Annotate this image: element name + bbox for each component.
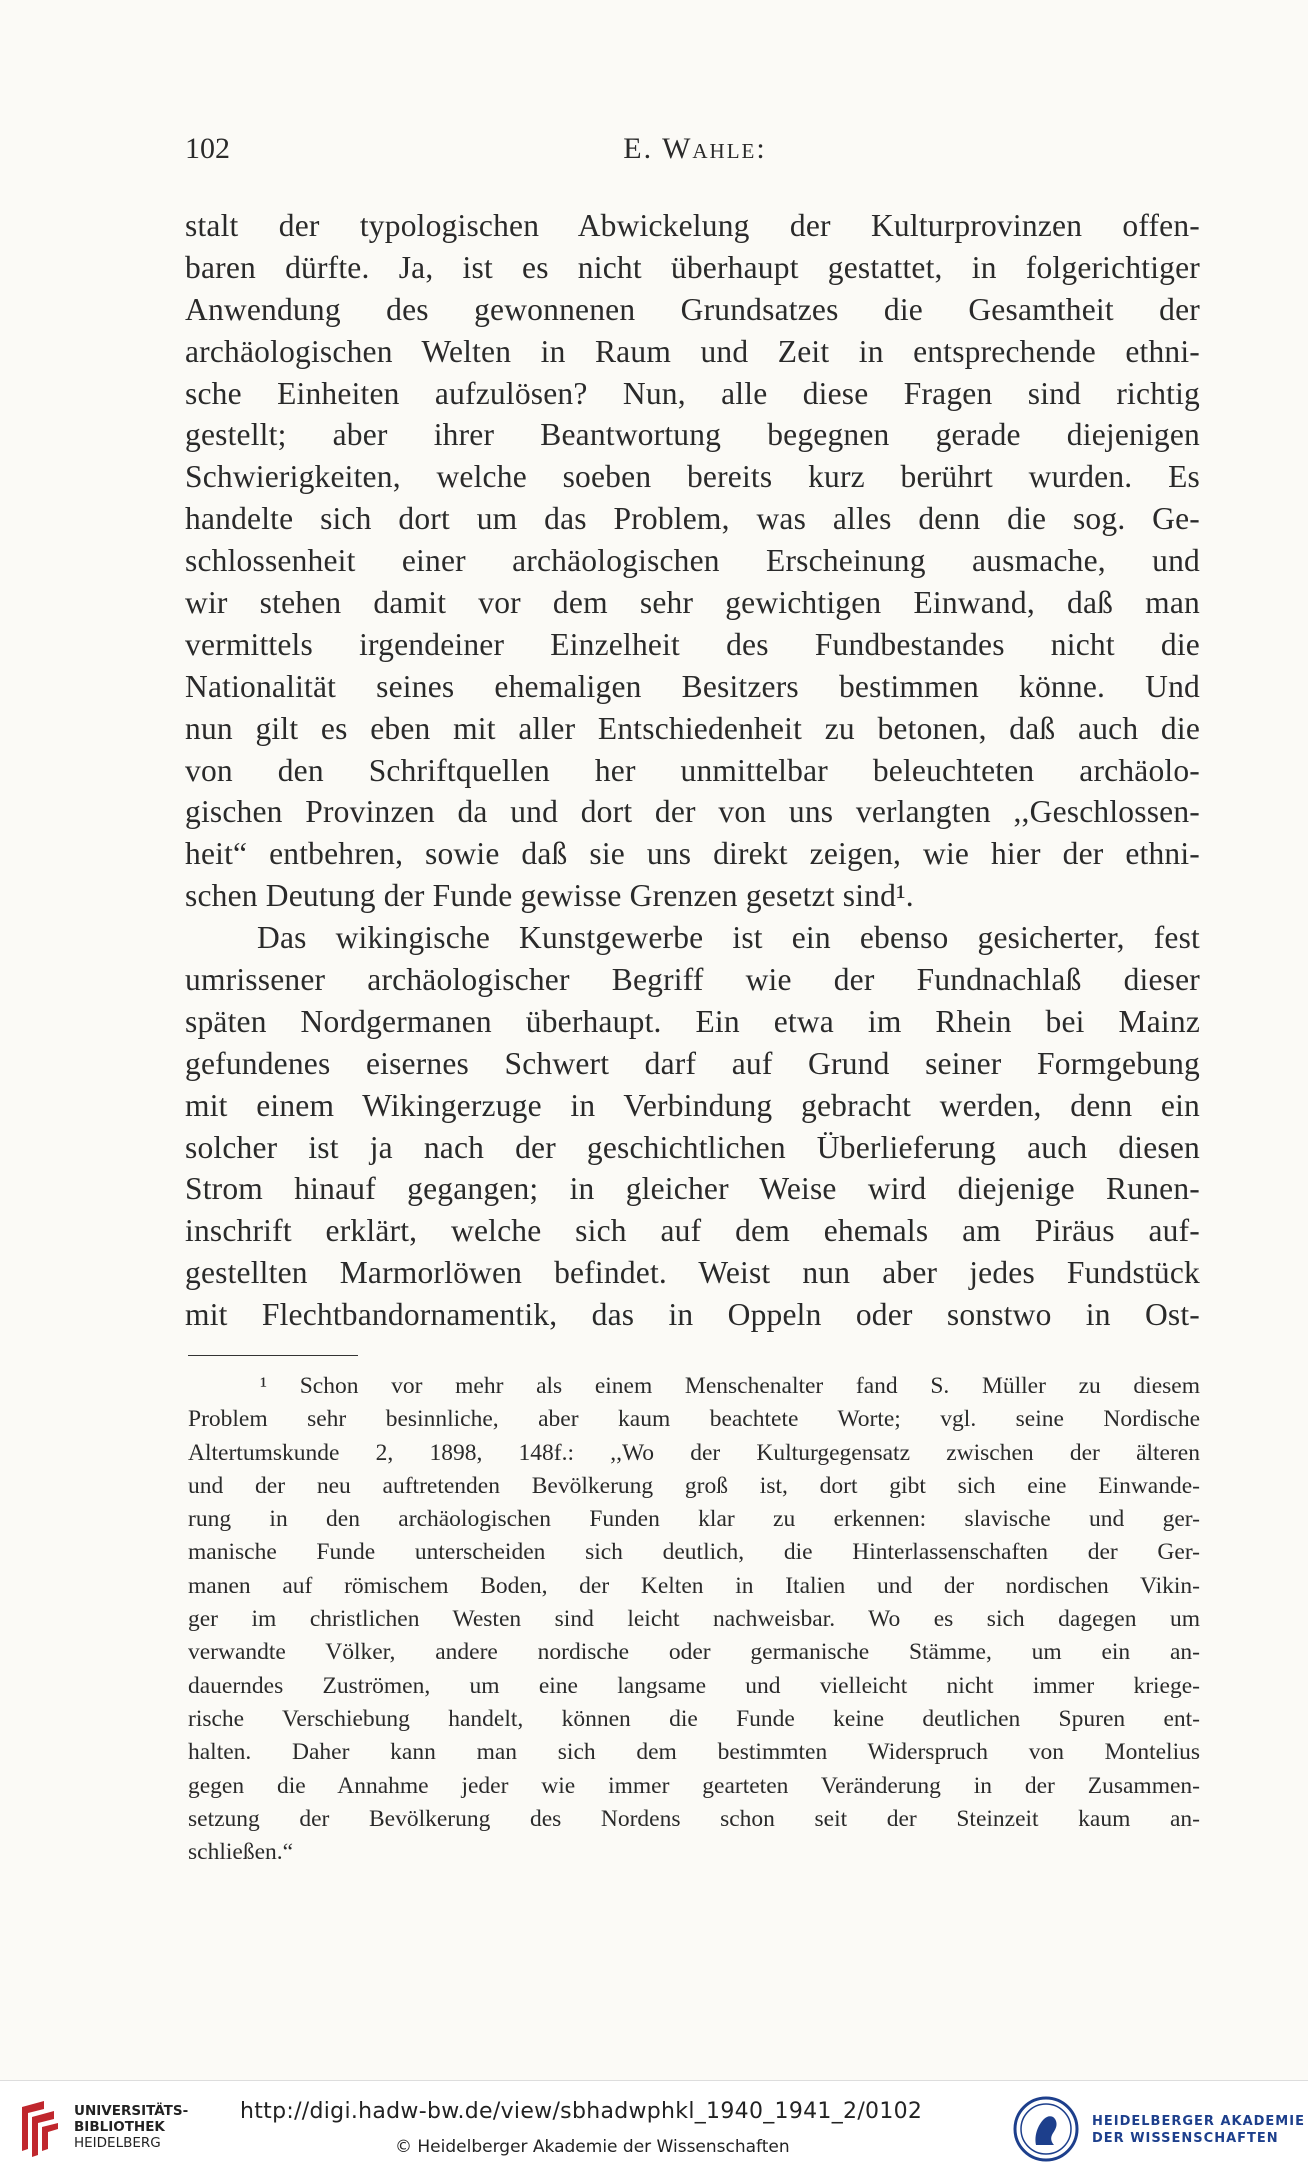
text-line: handelte sich dort um das Problem, was alles denn die sog. Ge- (185, 501, 1200, 537)
footnote-line: ¹ Schon vor mehr als einem Menschenalter fand S. Müller zu diesem (260, 1373, 1200, 1399)
copyright-notice: © Heidelberger Akademie der Wissenschaften (395, 2137, 790, 2157)
text-line: sche Einheiten aufzulösen? Nun, alle diese Fragen sind richtig (185, 375, 1200, 411)
text-line: gestellt; aber ihrer Beantwortung begegnen gerade diejenigen (185, 417, 1200, 453)
text-line: archäologischen Welten in Raum und Zeit in entsprechende ethni- (185, 333, 1200, 369)
footnote-line: setzung der Bevölkerung des Nordens schon seit der Steinzeit kaum an- (188, 1805, 1200, 1832)
footnote-line: manen auf römischem Boden, der Kelten in Italien und der nordischen Vikin- (188, 1572, 1200, 1599)
text-line: inschrift erklärt, welche sich auf dem ehemals am Piräus auf- (185, 1213, 1200, 1249)
text-line: Nationalität seines ehemaligen Besitzers bestimmen könne. Und (185, 668, 1200, 704)
text-line: umrissener archäologischer Begriff wie der Fundnachlaß dieser (185, 962, 1200, 998)
text-line: gischen Provinzen da und dort der von uns verlangten ,,Geschlossen- (185, 794, 1200, 830)
text-line: späten Nordgermanen überhaupt. Ein etwa im Rhein bei Mainz (185, 1003, 1200, 1039)
footnote-line: Altertumskunde 2, 1898, 148f.: ,,Wo der Kulturgegensatz zwischen der älteren (188, 1439, 1200, 1466)
academy-seal-icon (1012, 2095, 1080, 2163)
footnotes (188, 1370, 1200, 1869)
footnote-line: ger im christlichen Westen sind leicht nachweisbar. Wo es sich dagegen um (188, 1606, 1200, 1633)
running-title: E. Wahle: (623, 132, 767, 165)
text-line: solcher ist ja nach der geschichtlichen Überlieferung auch diesen (185, 1129, 1200, 1165)
text-line: stalt der typologischen Abwickelung der Kulturprovinzen offen- (185, 208, 1200, 243)
footnote-line: halten. Daher kann man sich dem bestimmten Widerspruch von Montelius (188, 1739, 1200, 1766)
text-line: baren dürfte. Ja, ist es nicht überhaupt gestattet, in folgerichtiger (185, 249, 1200, 285)
footnote-line: manische Funde unterscheiden sich deutlich, die Hinterlassenschaften der Ger- (188, 1539, 1200, 1566)
footnote-line: verwandte Völker, andere nordische oder germanische Stämme, um ein an- (188, 1639, 1200, 1666)
text-line: von den Schriftquellen her unmittelbar beleuchteten archäolo- (185, 752, 1200, 788)
text-line: schlossenheit einer archäologischen Erscheinung ausmache, und (185, 543, 1200, 579)
footnote-line: rische Verschiebung handelt, können die Funde keine deutlichen Spuren ent- (188, 1705, 1200, 1732)
text-line: mit einem Wikingerzuge in Verbindung gebracht werden, denn ein (185, 1087, 1200, 1123)
page-number: 102 (185, 132, 230, 165)
footnote-line: schließen.“ (188, 1839, 294, 1866)
university-library-logo-icon (14, 2099, 64, 2159)
text-line: Anwendung des gewonnenen Grundsatzes die Gesamtheit der (185, 291, 1200, 327)
footnote-line: gegen die Annahme jeder wie immer gearteten Veränderung in der Zusammen- (188, 1772, 1200, 1799)
text-line: vermittels irgendeiner Einzelheit des Fundbestandes nicht die (185, 626, 1200, 662)
text-line: mit Flechtbandornamentik, das in Oppeln oder sonstwo in Ost- (185, 1297, 1200, 1333)
footnote-divider (188, 1355, 358, 1356)
text-line: Das wikingische Kunstgewerbe ist ein ebenso gesicherter, fest (257, 920, 1200, 956)
footnote-line: und der neu auftretenden Bevölkerung groß ist, dort gibt sich eine Einwande- (188, 1472, 1200, 1499)
academy-name: HEIDELBERGER AKADEMIE DER WISSENSCHAFTEN (1092, 2114, 1305, 2146)
text-line: schen Deutung der Funde gewisse Grenzen gesetzt sind¹. (185, 878, 914, 914)
text-line: wir stehen damit vor dem sehr gewichtigen Einwand, daß man (185, 585, 1200, 621)
text-line: gestellten Marmorlöwen befindet. Weist nun aber jedes Fundstück (185, 1255, 1200, 1291)
university-library-name: UNIVERSITÄTS- BIBLIOTHEK HEIDELBERG (74, 2103, 189, 2151)
text-line: nun gilt es eben mit aller Entschiedenheit zu betonen, daß auch die (185, 710, 1200, 746)
viewer-footer (0, 2080, 1308, 2175)
text-line: Strom hinauf gegangen; in gleicher Weise wird diejenige Runen- (185, 1171, 1200, 1207)
text-line: heit“ entbehren, sowie daß sie uns direkt zeigen, wie hier der ethni- (185, 836, 1200, 872)
running-header (185, 132, 1205, 172)
footnote-line: Problem sehr besinnliche, aber kaum beachtete Worte; vgl. seine Nordische (188, 1406, 1200, 1433)
main-text (185, 205, 1200, 1336)
footnote-line: rung in den archäologischen Funden klar zu erkennen: slavische und ger- (188, 1506, 1200, 1533)
text-line: gefundenes eisernes Schwert darf auf Grund seiner Formgebung (185, 1045, 1200, 1081)
footnote-line: dauerndes Zuströmen, um eine langsame und vielleicht nicht immer kriege- (188, 1672, 1200, 1699)
text-line: Schwierigkeiten, welche soeben bereits kurz berührt wurden. Es (185, 459, 1200, 495)
permalink[interactable]: http://digi.hadw-bw.de/view/sbhadwphkl_1940_1941_2/0102 (240, 2099, 923, 2124)
